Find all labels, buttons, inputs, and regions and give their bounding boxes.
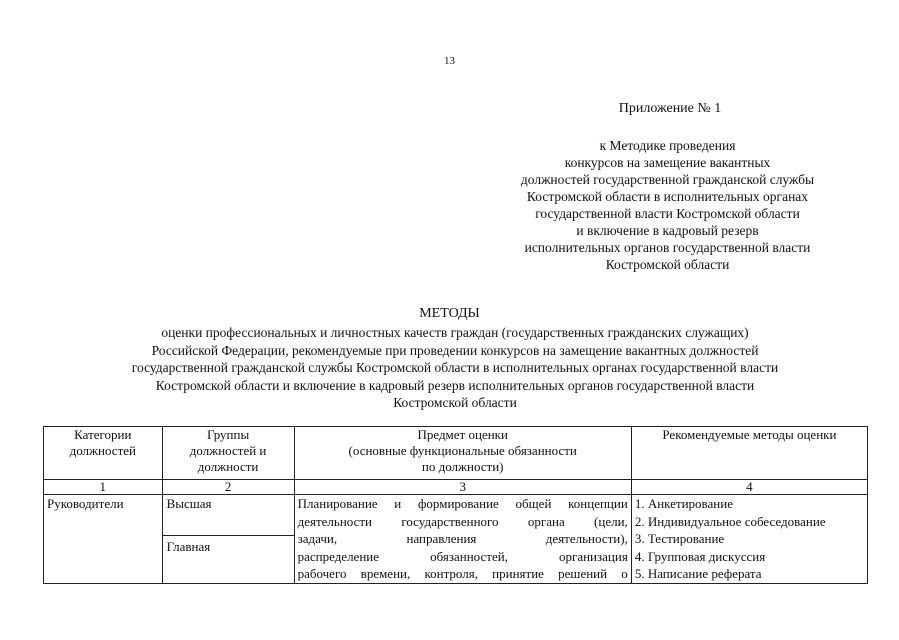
method-item: 2. Индивидуальное собеседование	[634, 513, 826, 529]
appendix-subtitle	[470, 137, 865, 273]
table-number-row	[44, 480, 868, 495]
column-number: 2	[162, 480, 294, 495]
appendix-line: Костромской области	[605, 257, 730, 272]
method-item: 5. Написание реферата	[634, 566, 762, 581]
method-item: 4. Групповая дискуссия	[634, 548, 766, 564]
methods-line: оценки профессиональных и личностных качеств граждан (государственных гражданских служащих)	[161, 325, 749, 340]
header-groups: Группы должностей и должности	[162, 427, 294, 480]
methods-title: МЕТОДЫ	[419, 306, 480, 321]
methods-cell	[631, 495, 867, 584]
appendix-title: Приложение № 1	[618, 101, 722, 116]
methods-line: Российской Федерации, рекомендуемые при проведении конкурсов на замещение вакантных должностей	[151, 342, 759, 358]
appendix-line: государственной власти Костромской области	[535, 206, 800, 221]
appendix-line: исполнительных органов государственной власти	[524, 240, 811, 255]
appendix-line: и включение в кадровый резерв	[576, 223, 759, 238]
group-main: Главная	[166, 539, 211, 554]
page-number: 13	[444, 55, 455, 67]
column-number: 4	[631, 480, 867, 495]
groups-cell	[162, 495, 294, 584]
header-methods: Рекомендуемые методы оценки	[631, 427, 867, 480]
methods-line: государственной гражданской службы Костромской области в исполнительных органах государственной власти	[131, 360, 779, 375]
table-header-row	[44, 427, 868, 480]
subject-cell	[294, 495, 631, 584]
methods-line: Костромской области и включение в кадровый резерв исполнительных органов государственной власти	[155, 377, 755, 393]
subject-line: распределение обязанностей, организация	[297, 548, 628, 564]
appendix-line: Костромской области в исполнительных органах	[526, 189, 809, 204]
category-cell: Руководители	[44, 495, 163, 584]
appendix-line: должностей государственной гражданской службы	[520, 172, 815, 187]
group-highest: Высшая	[163, 495, 294, 536]
method-item: 3. Тестирование	[634, 531, 725, 546]
table-row	[44, 495, 868, 584]
header-subject: Предмет оценки (основные функциональные обязанности по должности)	[294, 427, 631, 480]
appendix-line: конкурсов на замещение вакантных	[564, 155, 771, 170]
subject-line: задачи, направления деятельности),	[297, 531, 628, 546]
column-number: 1	[44, 480, 163, 495]
methods-subtitle	[40, 324, 870, 412]
subject-line: деятельности государственного органа (цели,	[297, 513, 628, 529]
header-category: Категории должностей	[44, 427, 163, 480]
column-number: 3	[294, 480, 631, 495]
methods-line: Костромской области	[393, 395, 517, 410]
methods-table	[43, 426, 868, 584]
appendix-line: к Методике проведения	[599, 138, 736, 153]
method-item: 1. Анкетирование	[634, 496, 733, 511]
subject-line: рабочего времени, контроля, принятие решений о	[297, 566, 628, 581]
subject-line: Планирование и формирование общей концепции	[297, 496, 628, 511]
